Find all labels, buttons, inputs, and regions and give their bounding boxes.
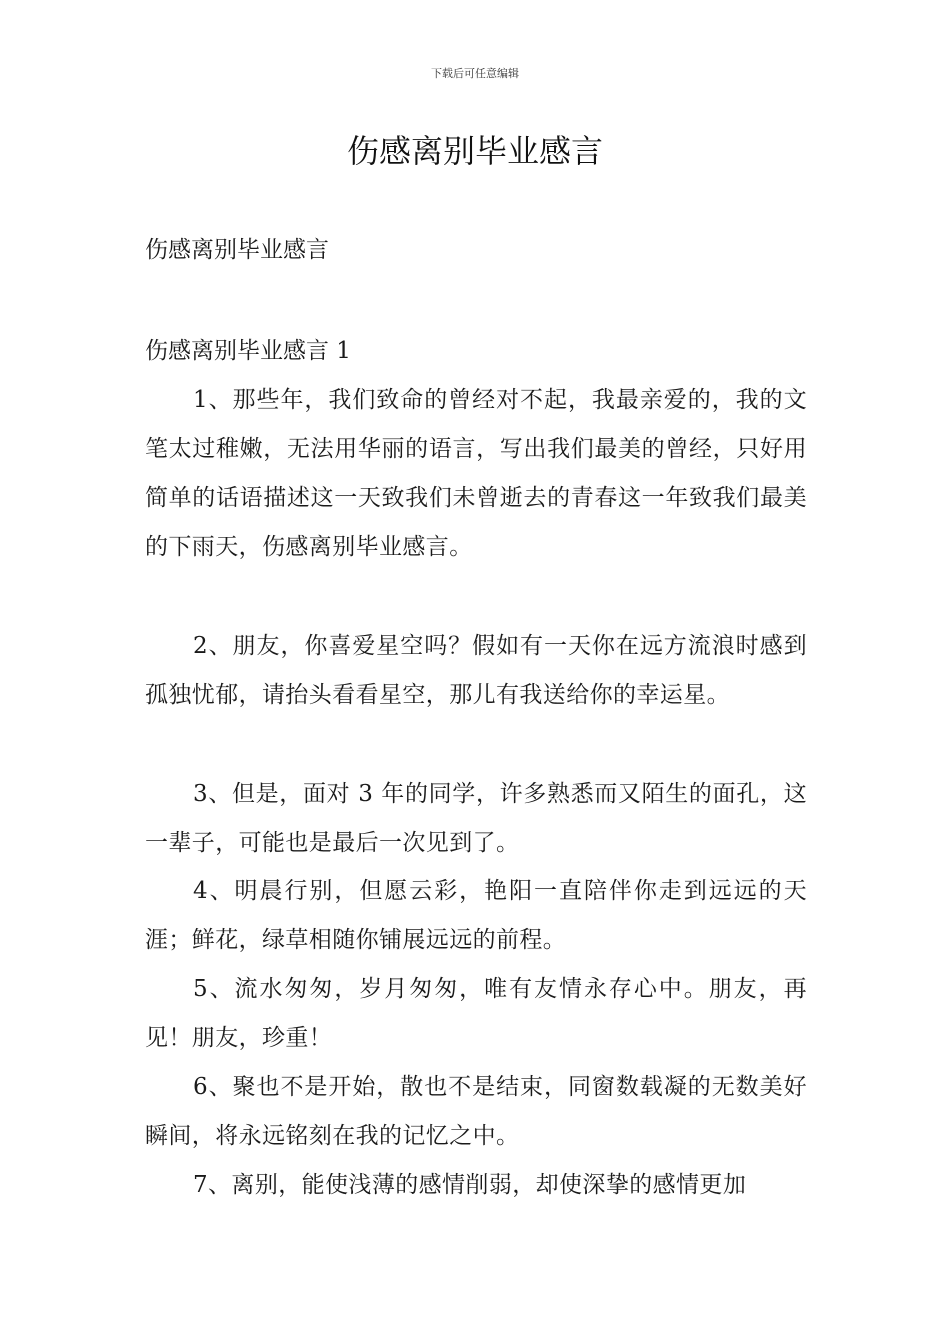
paragraph-7: 7、离别，能使浅薄的感情削弱，却使深挚的感情更加 (193, 1172, 747, 1198)
paragraph-1: 1、那些年，我们致命的曾经对不起，我最亲爱的，我的文笔太过稚嫩，无法用华丽的语言，写出我们最美的曾经，只好用简单的话语描述这一天致我们未曾逝去的青春这一年致我们最美的下雨天，伤感离别毕业感言。 (145, 387, 807, 560)
paragraph-5: 5、流水匆匆，岁月匆匆，唯有友情永存心中。朋友，再见！朋友，珍重！ (145, 976, 807, 1051)
page-title: 伤感离别毕业感言 (346, 132, 603, 170)
paragraph-3: 3、但是，面对 3 年的同学，许多熟悉而又陌生的面孔，这一辈子，可能也是最后一次见到了。 (145, 781, 807, 856)
paragraph-6: 6、聚也不是开始，散也不是结束，同窗数载凝的无数美好瞬间，将永远铭刻在我的记忆之中。 (145, 1074, 807, 1149)
header-note: 下载后可任意编辑 (431, 67, 519, 80)
paragraph-4: 4、明晨行别，但愿云彩，艳阳一直陪伴你走到远远的天涯；鲜花，绿草相随你铺展远远的前程。 (145, 878, 807, 953)
section-heading: 伤感离别毕业感言 1 (145, 338, 351, 364)
paragraph-2: 2、朋友，你喜爱星空吗？假如有一天你在远方流浪时感到孤独忧郁，请抬头看看星空，那儿有我送给你的幸运星。 (145, 633, 807, 708)
subtitle: 伤感离别毕业感言 (145, 237, 329, 263)
